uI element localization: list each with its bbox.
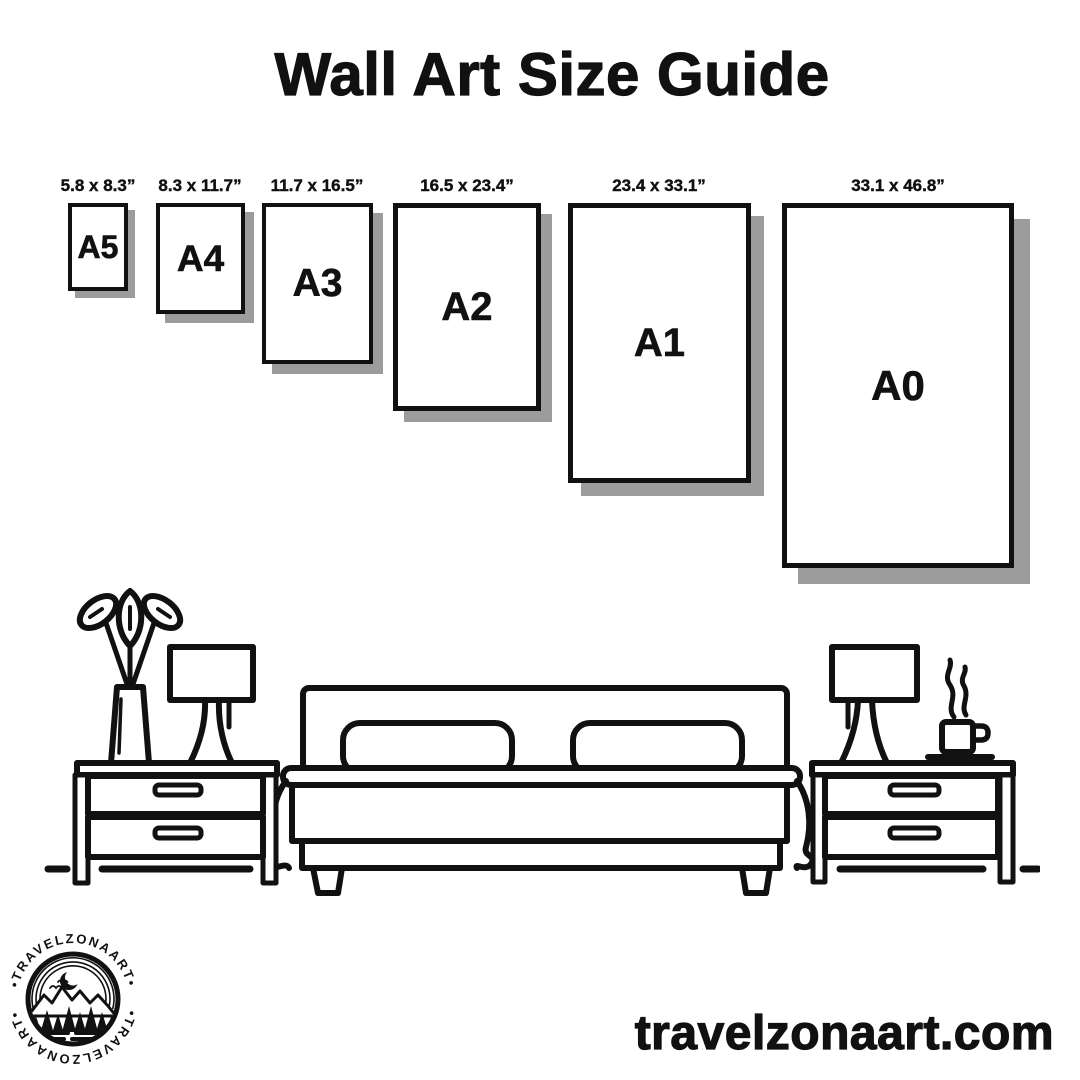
size-name-a1: A1 [633, 320, 686, 365]
size-frame-a4 [156, 203, 245, 314]
steam-icon [947, 660, 954, 717]
bed-icon [267, 688, 812, 893]
coffee-cup-icon [928, 660, 992, 757]
size-frame-a1 [568, 203, 751, 483]
steam-icon [962, 667, 966, 715]
size-dimensions-label-a3: 11.7 x 16.5” [270, 176, 364, 195]
bedroom-illustration [40, 585, 1040, 897]
size-dimensions-label-a2: 16.5 x 23.4” [420, 176, 514, 195]
size-frame-a5 [68, 203, 128, 291]
size-frame-a3 [262, 203, 373, 364]
size-frame-a0 [782, 203, 1014, 568]
size-name-a5: A5 [77, 228, 119, 265]
page-title: Wall Art Size Guide [274, 41, 830, 108]
size-frame-a2 [393, 203, 541, 411]
table-lamp-right-icon [832, 647, 917, 763]
size-dimensions-label-a1: 23.4 x 33.1” [612, 176, 706, 195]
size-dimensions-label-a5: 5.8 x 8.3” [60, 176, 136, 195]
blanket-drape-right [796, 781, 812, 868]
size-name-a0: A0 [871, 361, 925, 409]
website-url: travelzonaart.com [634, 1007, 1054, 1060]
size-dimensions-label-a0: 33.1 x 46.8” [851, 176, 945, 195]
logo-arc-text-bottom: •TRAVELZONAART• [6, 1009, 140, 1068]
size-name-a4: A4 [176, 237, 225, 279]
size-name-a3: A3 [292, 261, 343, 305]
size-dimensions-label-a4: 8.3 x 11.7” [158, 176, 242, 195]
table-lamp-left-icon [170, 647, 253, 763]
nightstand-right-icon [812, 763, 1013, 882]
logo-arc-text-top: •TRAVELZONAART• [6, 932, 140, 989]
size-name-a2: A2 [441, 284, 493, 329]
nightstand-left-icon [75, 763, 277, 883]
